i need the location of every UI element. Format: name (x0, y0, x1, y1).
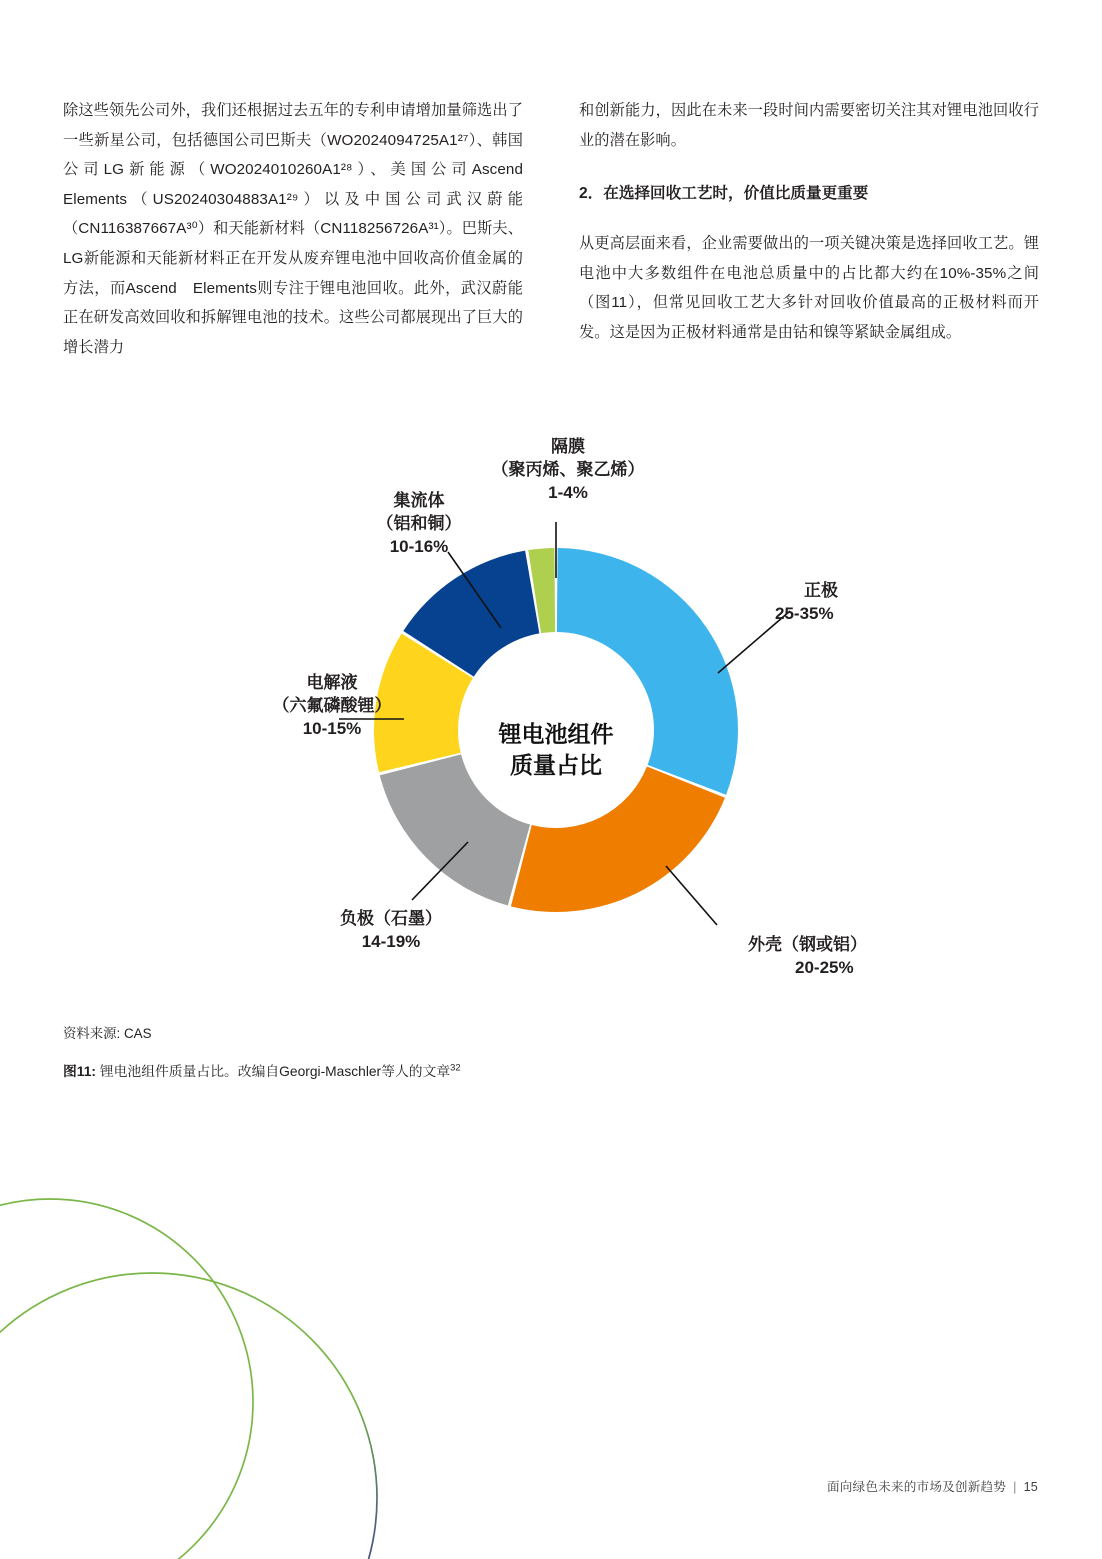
donut-slice-负极 (380, 754, 530, 905)
svg-text:外壳（钢或铝）: 外壳（钢或铝） (748, 935, 867, 954)
left-column-paragraph: 除这些领先公司外，我们还根据过去五年的专利申请增加量筛选出了一些新星公司，包括德国公司巴斯夫（WO2024094725A1²⁷）、韩国公司LG新能源（WO2024010260A1²⁸）、美国公司Ascend Elements（US20240304883A1²⁹）以及中国公司武汉蔚能（CN116387667A³⁰）和天能新材料（CN118256726A³¹）。巴斯夫、LG新能源和天能新材料正在开发从废弃锂电池中回收高价值金属的方法，而Ascend Elements则专注于锂电池回收。此外，武汉蔚能正在研发高效回收和拆解锂电池的技术。这些公司都展现出了巨大的增长潜力 (63, 102, 539, 356)
figure-footnote-marker: 32 (450, 1062, 461, 1073)
figure-caption (63, 1062, 863, 1082)
slice-label-casing (748, 934, 867, 977)
svg-text:电解液: 电解液 (306, 673, 358, 692)
svg-text:（六氟磷酸锂）: （六氟磷酸锂） (272, 696, 392, 715)
figure-source: 资料来源: CAS (63, 1026, 152, 1041)
section-subheading: 2．在选择回收工艺时，价值比质量更重要 (579, 185, 869, 203)
svg-text:负极（石墨）: 负极（石墨） (340, 909, 442, 928)
svg-text:20-25%: 20-25% (795, 958, 854, 977)
slice-label-collector (377, 490, 462, 556)
svg-text:10-16%: 10-16% (389, 537, 449, 556)
decorative-circle-upper (0, 1199, 253, 1559)
donut-slice-外壳 (511, 766, 725, 912)
slice-label-anode (340, 908, 442, 951)
right-column-paragraph-top: 和创新能力，因此在未来一段时间内需要密切关注其对锂电池回收行业的潜在影响。 (579, 102, 1039, 149)
slice-label-separator (492, 436, 645, 502)
slice-label-electrolyte (273, 672, 392, 738)
footer-title: 面向绿色未来的市场及创新趋势 (826, 1480, 1007, 1494)
figure-caption-block (63, 1024, 863, 1082)
svg-text:10-15%: 10-15% (302, 719, 362, 738)
figure-11-donut-chart (0, 430, 1102, 1010)
body-columns (63, 96, 1039, 362)
slice-label-cathode (775, 580, 838, 623)
decorative-circle-lower (0, 1273, 377, 1559)
footer-separator: | (1013, 1480, 1017, 1494)
svg-text:集流体: 集流体 (393, 491, 445, 510)
donut-center-line2: 质量占比 (510, 752, 602, 778)
figure-number: 图11: (63, 1064, 96, 1079)
donut-center-line1: 锂电池组件 (498, 721, 614, 747)
right-column (579, 96, 1039, 362)
svg-text:14-19%: 14-19% (361, 932, 421, 951)
leader-line-casing (666, 866, 717, 925)
right-column-paragraph-bottom: 从更高层面来看，企业需要做出的一项关键决策是选择回收工艺。锂电池中大多数组件在电池总质量中的占比都大约在10%-35%之间（图11），但常见回收工艺大多针对回收价值最高的正极材料而开发。这是因为正极材料通常是由钴和镍等紧缺金属组成。 (579, 235, 1039, 341)
svg-text:隔膜: 隔膜 (551, 437, 585, 456)
figure-caption-text: 锂电池组件质量占比。改编自Georgi-Maschler等人的文章 (95, 1064, 451, 1079)
svg-text:（聚丙烯、聚乙烯）: （聚丙烯、聚乙烯） (491, 460, 645, 479)
footer-page-number: 15 (1023, 1480, 1038, 1494)
decorative-circles (0, 1180, 440, 1559)
svg-text:正极: 正极 (804, 581, 838, 600)
page-footer (827, 1476, 1038, 1495)
left-column (63, 96, 539, 362)
svg-text:（铝和铜）: （铝和铜） (376, 514, 462, 533)
svg-text:25-35%: 25-35% (775, 604, 834, 623)
svg-text:1-4%: 1-4% (548, 483, 588, 502)
